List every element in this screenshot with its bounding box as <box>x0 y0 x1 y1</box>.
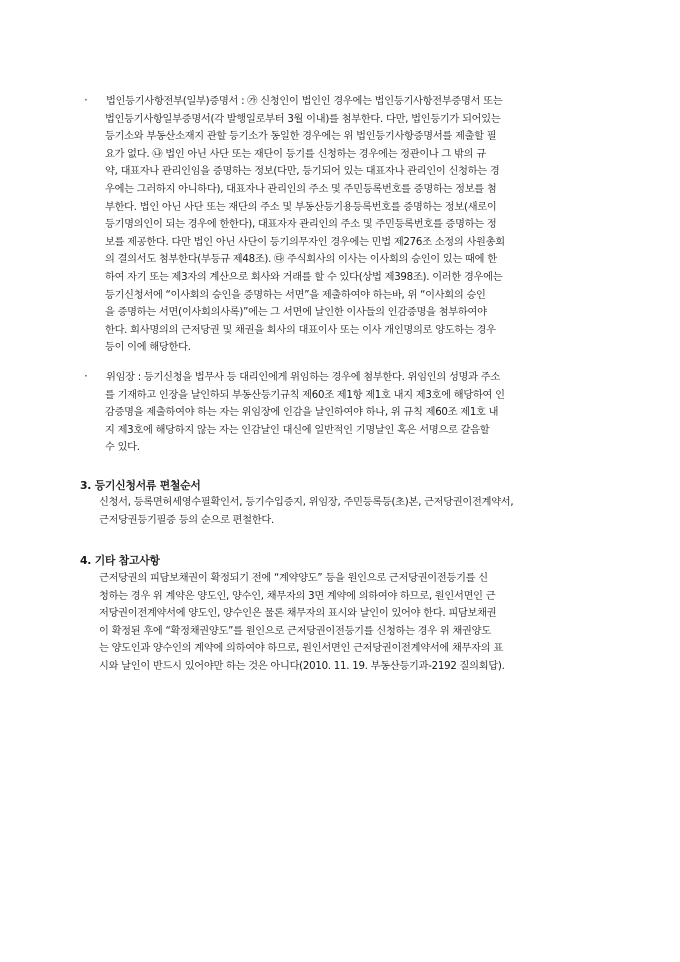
section-4-heading: 4. 기타 참고사항 <box>80 554 160 567</box>
section-line: 신청서, 등록면허세영수필확인서, 등기수입증지, 위임장, 주민등록등(초)본, 근저당권이전계약서, <box>99 497 514 508</box>
bullet-line: 약, 대표자나 관리인임을 증명하는 정보(다만, 등기되어 있는 대표자나 관리인이 신청하는 경 <box>105 166 500 178</box>
section-line: 이 확정된 후에 “확정채권양도”를 원인으로 근저당권이전등기를 신청하는 경우 위 채권양도 <box>99 625 491 637</box>
bullet-line: 등기소와 부동산소재지 관할 등기소가 동일한 경우에는 위 법인등기사항증명서를 제출할 필 <box>105 131 497 143</box>
bullet-power-of-attorney <box>84 369 598 457</box>
section-3-heading: 3. 등기신청서류 편철순서 <box>80 479 201 492</box>
section-3-body <box>99 494 599 529</box>
bullet-line: 부한다. 법인 아닌 사단 또는 재단의 주소 및 부동산등기용등록번호를 증명하는 정보(새로이 <box>105 201 497 213</box>
bullet-line: 등기신청서에 “이사회의 승인을 증명하는 서면”을 제출하여야 하는바, 위 “이사회의 승인 <box>105 289 486 301</box>
section-4-body <box>99 570 599 676</box>
bullet-line: 법인등기사항전부(일부)증명서 : ㉮ 신청인이 법인인 경우에는 법인등기사항전부증명서 또는 <box>106 96 503 107</box>
section-line: 시와 날인이 반드시 있어야만 하는 것은 아니다(2010. 11. 19. 부동산등기과-2192 질의회답). <box>99 660 505 672</box>
bullet-line: 위임장 : 등기신청을 법무사 등 대리인에게 위임하는 경우에 첨부한다. 위임인의 성명과 주소 <box>106 372 500 383</box>
bullet-line: 의 결의서도 첨부한다(부등규 제48조). ㉰ 주식회사의 이사는 이사회의 승인이 있는 때에 한 <box>105 254 497 266</box>
bullet-mark: · <box>84 93 88 107</box>
bullet-line: 법인등기사항일부증명서(각 발행일로부터 3월 이내)를 첨부한다. 다만, 법인등기가 되어있는 <box>105 113 501 125</box>
bullet-line: 지 제3호에 해당하지 않는 자는 인감날인 대신에 일반적인 기명날인 혹은 서명으로 갈음할 <box>105 424 490 436</box>
bullet-line: 를 기재하고 인장을 날인하되 부동산등기규칙 제60조 제1항 제1호 내지 제3호에 해당하여 인 <box>105 389 505 401</box>
bullet-line: 감증명을 제출하여야 하는 자는 위임장에 인감을 날인하여야 하나, 위 규칙 제60조 제1호 내 <box>105 407 499 419</box>
section-line: 근저당권등기필증 등의 순으로 편철한다. <box>99 514 275 526</box>
bullet-line: 한다. 회사명의의 근저당권 및 채권을 회사의 대표이사 또는 이사 개인명의로 양도하는 경우 <box>105 324 496 336</box>
bullet-line: 보를 제공한다. 다만 법인 아닌 사단이 등기의무자인 경우에는 민법 제276조 소정의 사원총회 <box>105 236 505 248</box>
section-line: 근저당권의 피담보채권이 확정되기 전에 “계약양도” 등을 원인으로 근저당권이전등기를 신 <box>99 573 488 584</box>
bullet-line: 요가 없다. ㉯ 법인 아닌 사단 또는 재단이 등기를 신청하는 경우에는 정관이나 그 밖의 규 <box>105 148 486 160</box>
bullet-line: 수 있다. <box>105 442 140 454</box>
bullet-line: 우에는 그러하지 아니하다), 대표자나 관리인의 주소 및 주민등록번호를 증명하는 정보를 첨 <box>105 183 497 195</box>
bullet-line: 등이 이에 해당한다. <box>105 342 191 354</box>
bullet-corporate-registry <box>84 93 598 357</box>
bullet-mark: · <box>84 369 88 383</box>
bullet-line: 하여 자기 또는 제3자의 계산으로 회사와 거래를 할 수 있다(상법 제398조). 이러한 경우에는 <box>105 271 503 283</box>
section-line: 저당권이전계약서에 양도인, 양수인은 물론 채무자의 표시와 날인이 있어야 한다. 피담보채권 <box>99 608 497 620</box>
bullet-line: 등기명의인이 되는 경우에 한한다), 대표자자 관리인의 주소 및 주민등록번호를 증명하는 정 <box>105 219 497 231</box>
bullet-line: 을 증명하는 서면(이사회의사록)”에는 그 서면에 날인한 이사들의 인감증명을 첨부하여야 <box>105 307 487 319</box>
section-line: 청하는 경우 위 계약은 양도인, 양수인, 채무자의 3면 계약에 의하여야 하므로, 원인서면인 근 <box>99 590 496 602</box>
section-line: 는 양도인과 양수인의 계약에 의하여야 하므로, 원인서면인 근저당권이전계약서에 채무자의 표 <box>99 643 503 655</box>
